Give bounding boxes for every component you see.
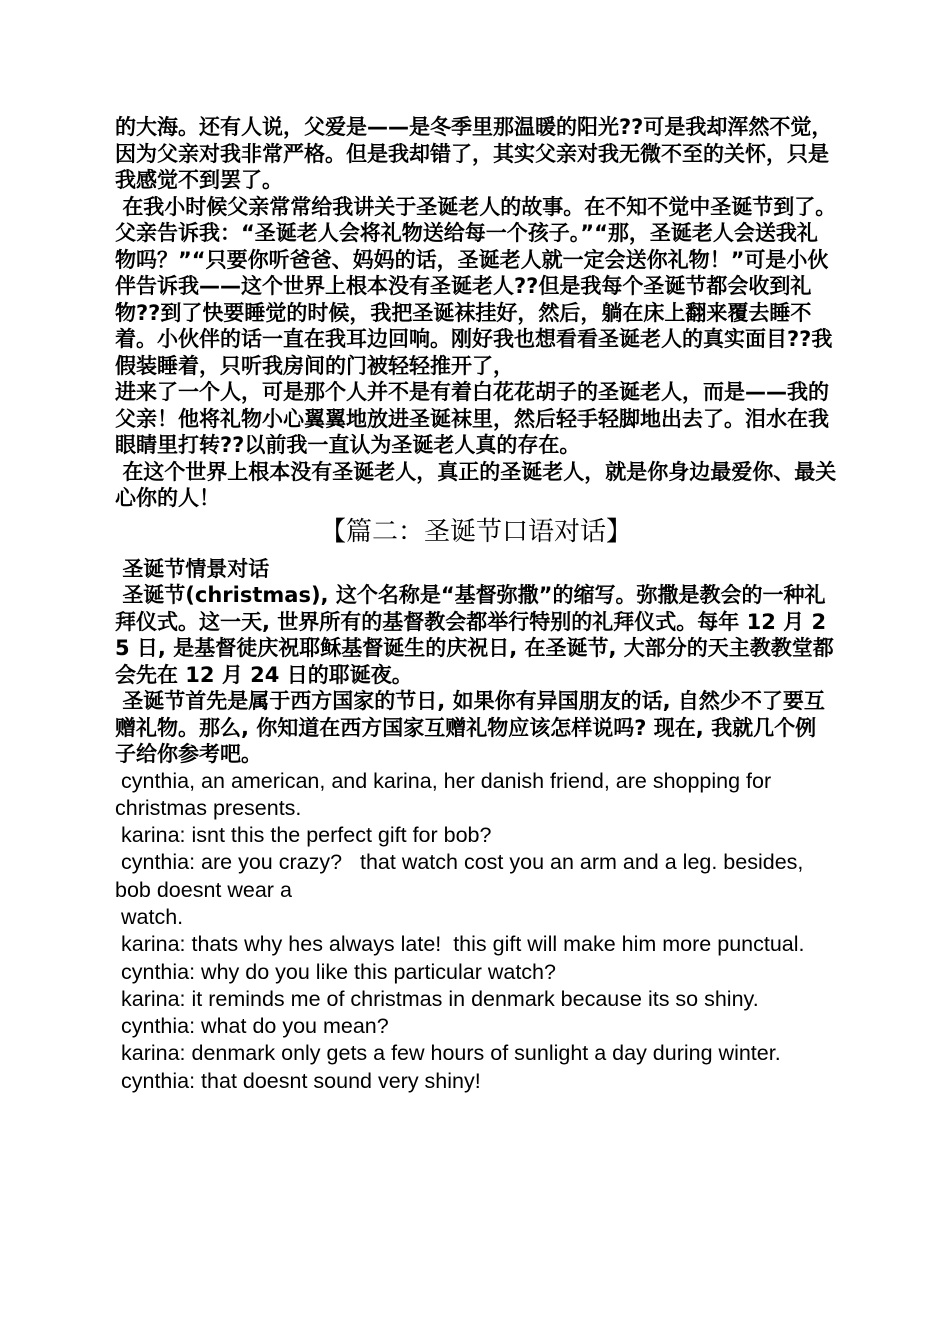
dialogue-line: karina: it reminds me of christmas in denmark because its so shiny. <box>115 986 759 1011</box>
dialogue-line: cynthia: that doesnt sound very shiny! <box>115 1068 481 1093</box>
story-paragraph: 在我小时候父亲常常给我讲关于圣诞老人的故事。在不知不觉中圣诞节到了。父亲告诉我：“圣诞老人会将礼物送给每一个孩子。”“那，圣诞老人会送我礼物吗？”“只要你听爸爸、妈妈的话，圣诞老人就一定会送你礼物！”可是小伙伴告诉我——这个世界上根本没有圣诞老人??但是我每个圣诞节都会收到礼物??到了快要睡觉的时候，我把圣诞袜挂好，然后，躺在床上翻来覆去睡不着。小伙伴的话一直在我耳边回响。刚好我也想看看圣诞老人的真实面目??我假装睡着，只听我房间的门被轻轻推开了， <box>115 194 837 378</box>
intro-paragraph: 圣诞节(christmas), 这个名称是“基督弥撒”的缩写。弥撒是教会的一种礼拜仪式。这一天, 世界所有的基督教会都举行特别的礼拜仪式。每年 12 月 25 日, 是基督徒庆祝耶稣基督诞生的庆祝日, 在圣诞节, 大部分的天主教教堂都会先在 12 月 24 日的耶诞夜。 <box>115 583 834 687</box>
story-paragraph: 进来了一个人，可是那个人并不是有着白花花胡子的圣诞老人，而是——我的父亲！他将礼物小心翼翼地放进圣诞袜里，然后轻手轻脚地出去了。泪水在我眼睛里打转??以前我一直认为圣诞老人真的存在。 <box>115 380 829 457</box>
dialogue-line: karina: thats why hes always late! this gift will make him more punctual. <box>115 932 805 957</box>
intro-paragraph: 圣诞节首先是属于西方国家的节日, 如果你有异国朋友的话, 自然少不了要互赠礼物。那么, 你知道在西方国家互赠礼物应该怎样说吗? 现在, 我就几个例子给你参考吧。 <box>115 689 825 766</box>
dialogue-line: watch. <box>115 904 184 929</box>
dialogue-line: karina: isnt this the perfect gift for bob? <box>115 823 492 848</box>
intro-title: 圣诞节情景对话 <box>115 556 270 581</box>
dialogue-line: cynthia: what do you mean? <box>115 1014 389 1039</box>
dialogue-line: karina: denmark only gets a few hours of sunlight a day during winter. <box>115 1041 781 1066</box>
story-paragraph: 的大海。还有人说，父爱是——是冬季里那温暖的阳光??可是我却浑然不觉，因为父亲对我非常严格。但是我却错了，其实父亲对我无微不至的关怀，只是我感觉不到罢了。 <box>115 115 833 192</box>
dialogue-line: cynthia: why do you like this particular watch? <box>115 959 556 984</box>
dialogue-line: cynthia, an american, and karina, her danish friend, are shopping for christmas presents. <box>115 768 778 820</box>
story-paragraph: 在这个世界上根本没有圣诞老人，真正的圣诞老人，就是你身边最爱你、最关心你的人！ <box>115 459 837 510</box>
section-heading: 【篇二：圣诞节口语对话】 <box>319 516 632 547</box>
dialogue-line: cynthia: are you crazy? that watch cost you an arm and a leg. besides, bob doesnt wear a <box>115 850 810 902</box>
document-page <box>115 114 837 1095</box>
